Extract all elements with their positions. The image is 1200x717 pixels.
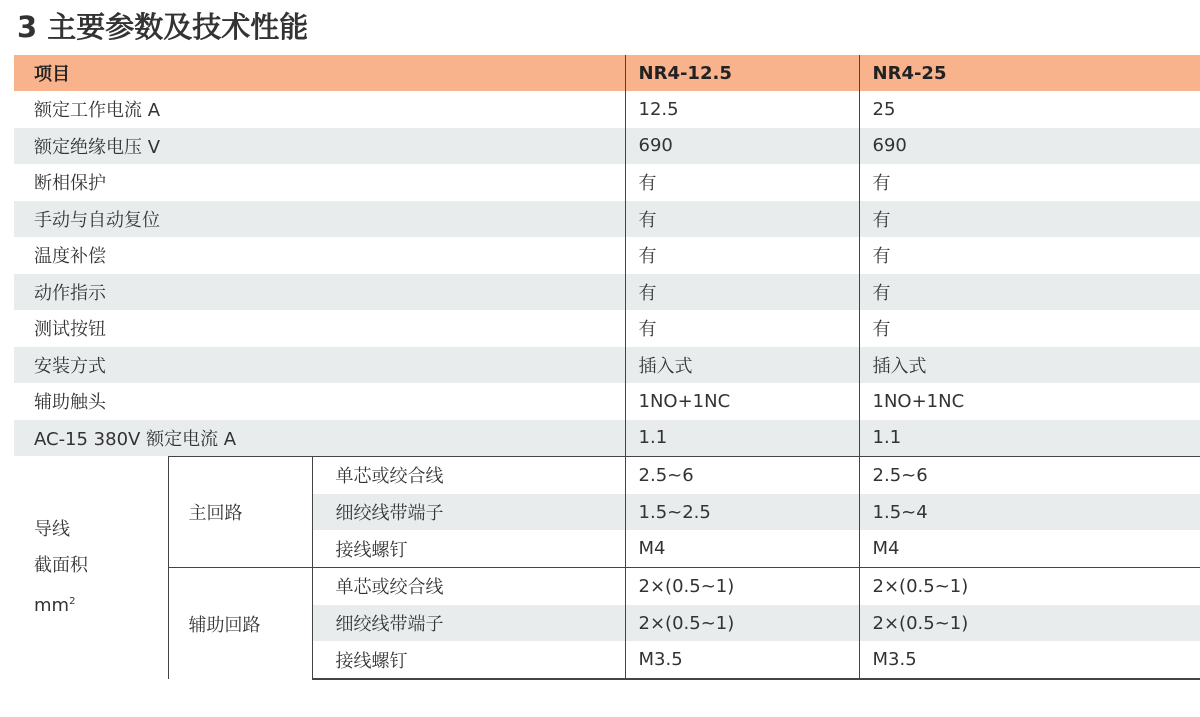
row-value-2: M3.5 [859, 641, 1200, 679]
row-value-2: 有 [859, 201, 1200, 238]
table-row [14, 128, 1200, 165]
wire-label-line1: 导线 [34, 518, 70, 540]
wire-label-superscript: 2 [69, 595, 76, 607]
table-header-row [14, 55, 1200, 91]
row-value-1: 有 [625, 164, 859, 201]
row-value-1: 1.5~2.5 [625, 494, 859, 531]
row-value-1: 2.5~6 [625, 457, 859, 494]
row-label: 温度补偿 [14, 237, 625, 274]
row-value-1: 有 [625, 237, 859, 274]
row-value-2: M4 [859, 530, 1200, 567]
table-row [14, 383, 1200, 420]
header-model-2: NR4-25 [859, 55, 1200, 91]
row-value-1: 插入式 [625, 347, 859, 384]
row-value-1: 12.5 [625, 91, 859, 128]
row-value-1: 2×(0.5~1) [625, 605, 859, 642]
header-model-1: NR4-12.5 [625, 55, 859, 91]
row-label: 断相保护 [14, 164, 625, 201]
row-value-2: 690 [859, 128, 1200, 165]
section-title [17, 6, 308, 48]
row-label: 额定绝缘电压 V [14, 128, 625, 165]
row-value-2: 有 [859, 310, 1200, 347]
row-label: 单芯或绞合线 [312, 457, 625, 494]
row-label: 动作指示 [14, 274, 625, 311]
wire-label-unit: mm [34, 594, 70, 616]
main-circuit-label: 主回路 [168, 457, 312, 568]
row-label: 额定工作电流 A [14, 91, 625, 128]
row-value-1: 有 [625, 201, 859, 238]
row-label: 测试按钮 [14, 310, 625, 347]
table-row [14, 568, 1200, 605]
spec-table-container [14, 55, 1200, 680]
row-value-1: M4 [625, 530, 859, 567]
table-row [14, 237, 1200, 274]
table-row [14, 164, 1200, 201]
row-value-2: 插入式 [859, 347, 1200, 384]
row-label: AC-15 380V 额定电流 A [14, 420, 625, 457]
table-row [14, 347, 1200, 384]
table-row [14, 91, 1200, 128]
row-value-2: 1NO+1NC [859, 383, 1200, 420]
header-item: 项目 [14, 55, 625, 91]
table-row [14, 457, 1200, 494]
section-title-text: 主要参数及技术性能 [47, 10, 309, 44]
table-row [14, 201, 1200, 238]
wire-section-label [14, 457, 168, 680]
row-value-2: 有 [859, 164, 1200, 201]
aux-circuit-label: 辅助回路 [168, 568, 312, 680]
row-value-1: 1NO+1NC [625, 383, 859, 420]
row-value-2: 2×(0.5~1) [859, 568, 1200, 605]
row-label: 单芯或绞合线 [312, 568, 625, 605]
table-row [14, 310, 1200, 347]
table-row [14, 274, 1200, 311]
row-value-2: 有 [859, 274, 1200, 311]
row-value-2: 1.5~4 [859, 494, 1200, 531]
spec-table [14, 55, 1200, 680]
row-label: 安装方式 [14, 347, 625, 384]
row-label: 细绞线带端子 [312, 494, 625, 531]
row-label: 细绞线带端子 [312, 605, 625, 642]
row-value-1: M3.5 [625, 641, 859, 679]
row-value-1: 2×(0.5~1) [625, 568, 859, 605]
row-value-2: 1.1 [859, 420, 1200, 457]
wire-label-line2: 截面积 [34, 554, 88, 576]
row-value-1: 1.1 [625, 420, 859, 457]
row-label: 辅助触头 [14, 383, 625, 420]
row-value-1: 690 [625, 128, 859, 165]
row-value-1: 有 [625, 310, 859, 347]
row-value-1: 有 [625, 274, 859, 311]
section-number: 3 [17, 10, 38, 44]
row-label: 接线螺钉 [312, 641, 625, 679]
row-value-2: 有 [859, 237, 1200, 274]
row-label: 手动与自动复位 [14, 201, 625, 238]
row-value-2: 2×(0.5~1) [859, 605, 1200, 642]
row-value-2: 2.5~6 [859, 457, 1200, 494]
table-row [14, 420, 1200, 457]
row-label: 接线螺钉 [312, 530, 625, 567]
row-value-2: 25 [859, 91, 1200, 128]
